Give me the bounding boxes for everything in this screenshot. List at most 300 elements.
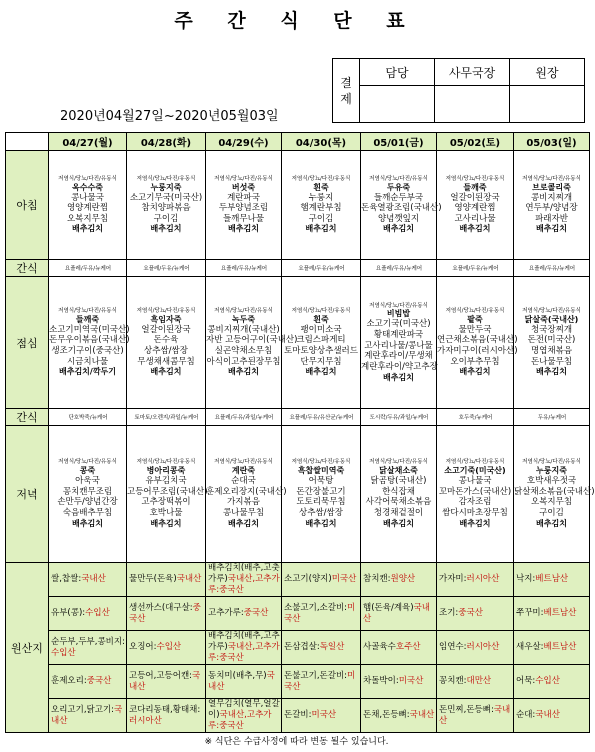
menu-item: 소고기무국(미국산) bbox=[129, 192, 203, 203]
menu-item: 감자조림 bbox=[458, 497, 492, 508]
origin-item: 열무김치(열무,얼갈이) bbox=[208, 699, 280, 721]
menu-item: 배추김치 bbox=[72, 224, 103, 234]
menu-item: 청경채겉절이 bbox=[373, 508, 424, 519]
footer-note: ※ 식단은 수급사정에 따라 변동 될수 있습니다. bbox=[204, 737, 389, 747]
menu-item: 고사리나물 bbox=[454, 213, 496, 224]
origin-cell bbox=[514, 563, 590, 597]
menu-cell bbox=[206, 426, 287, 563]
origin-item: 고추가루: bbox=[208, 608, 244, 619]
menu-item: 꽁치캔무조림 bbox=[62, 486, 113, 497]
menu-cell bbox=[361, 151, 442, 260]
menu-item: 배추김치 bbox=[383, 518, 414, 528]
origin-country: 미국산 bbox=[331, 574, 357, 585]
origin-cell bbox=[437, 597, 514, 631]
menu-item: 저염식/당뇨/다진/유동식 bbox=[522, 307, 581, 314]
menu-item: 연근채소볶음(국내산) bbox=[437, 335, 518, 346]
menu-item: 오이부추무침 bbox=[450, 356, 500, 367]
menu-item: 저염식/당뇨/다진/유동식 bbox=[136, 307, 196, 314]
menu-item: 배추김치 bbox=[383, 372, 414, 382]
menu-item: 연두부/양념장 bbox=[525, 203, 578, 214]
menu-item: 콩비지찌개 bbox=[530, 192, 573, 203]
origin-country: 베트남산 bbox=[535, 574, 569, 585]
menu-item: 영양계란찜 bbox=[454, 203, 496, 214]
menu-cell bbox=[361, 426, 437, 563]
menu-cell bbox=[282, 151, 361, 260]
origin-item: 돈채,돈등뼈: bbox=[363, 710, 410, 721]
origin-cell bbox=[437, 631, 514, 665]
origin-country: 중국산 bbox=[129, 602, 201, 624]
menu-item: 저염식/당뇨/다진/유동식 bbox=[369, 459, 428, 466]
corner-cell bbox=[6, 133, 49, 151]
origin-country: 미국산 bbox=[311, 710, 337, 721]
origin-country: 미국산 bbox=[284, 670, 356, 692]
origin-cell bbox=[282, 699, 361, 733]
menu-item: 오복지무침 bbox=[530, 497, 573, 508]
snack-cell: 요플레/두유/뉴케어 bbox=[127, 260, 206, 277]
menu-item: 누룽지죽 bbox=[150, 182, 182, 192]
origin-country: 국내산 bbox=[176, 574, 202, 585]
day-header: 05/02(토) bbox=[437, 133, 514, 151]
origin-country: 러시아산 bbox=[466, 574, 500, 585]
menu-item: 숙음배추무침 bbox=[62, 508, 113, 519]
menu-item: 흑임자죽 bbox=[150, 314, 182, 324]
menu-item: 훈제오리장지(국내산) bbox=[206, 486, 287, 497]
menu-item: 콩나물무침 bbox=[222, 508, 265, 519]
menu-item: 돈나물무침 bbox=[530, 356, 573, 367]
menu-item: 소고기국(미국산) bbox=[366, 319, 431, 330]
menu-item: 시금치나물 bbox=[66, 356, 109, 367]
menu-item: 저염식/당뇨/다진/유동식 bbox=[291, 175, 351, 182]
day-header: 04/28(화) bbox=[127, 133, 206, 151]
origin-cell bbox=[514, 597, 590, 631]
menu-item: 배추김치 bbox=[305, 367, 337, 377]
origin-item: 동치미(배추,무) bbox=[208, 670, 267, 681]
origin-country: 국내산 bbox=[535, 710, 560, 721]
origin-cell bbox=[282, 597, 361, 631]
menu-item: 호박새우젓국 bbox=[526, 476, 577, 487]
menu-item: 아식이고추된장무침 bbox=[206, 356, 281, 367]
menu-item: 버섯죽 bbox=[231, 182, 256, 192]
menu-item: 사각어묵채소볶음 bbox=[365, 497, 432, 508]
menu-item: 브로콜리죽 bbox=[532, 182, 571, 192]
origin-country: 미국산 bbox=[398, 676, 424, 687]
origin-item: 쌀,찹쌀: bbox=[51, 574, 82, 585]
menu-item: 닭곰탕(국내산) bbox=[370, 476, 427, 487]
menu-cell bbox=[514, 426, 595, 563]
menu-item: 무생채새콤무침 bbox=[137, 356, 195, 367]
menu-item: 들깨순두부국 bbox=[373, 192, 424, 203]
menu-item: 얼갈이된장국 bbox=[450, 192, 500, 203]
menu-cell bbox=[437, 426, 514, 563]
menu-item: 손만두/양념간장 bbox=[57, 497, 118, 508]
origin-cell bbox=[206, 631, 282, 665]
origin-item: 낙지: bbox=[516, 574, 536, 585]
origin-cell bbox=[282, 631, 361, 665]
menu-cell bbox=[282, 426, 361, 563]
origin-country: 국내산 bbox=[129, 670, 201, 692]
menu-item: 계란죽 bbox=[231, 466, 256, 476]
menu-item: 상추쌈/쌈장 bbox=[144, 345, 188, 356]
origin-country: 러시아산 bbox=[129, 715, 162, 726]
menu-item: 얼갈이된장국 bbox=[141, 324, 191, 335]
origin-cell bbox=[514, 631, 590, 665]
approval-table bbox=[332, 58, 585, 123]
menu-item: 저염식/당뇨/다진/유동식 bbox=[136, 459, 196, 466]
menu-item: 토마토양상추샐러드 bbox=[284, 345, 358, 356]
menu-item: 영양계란찜 bbox=[66, 203, 109, 214]
menu-item: 청국장찌개 bbox=[530, 324, 573, 335]
origin-cell bbox=[361, 597, 437, 631]
menu-item: 들깨죽 bbox=[463, 182, 487, 192]
menu-item: 돈육열광조림(국내산) bbox=[361, 203, 442, 214]
origin-country: 국내산,고추가루:중국산 bbox=[208, 642, 280, 664]
menu-item: 배추김치 bbox=[536, 224, 567, 234]
menu-item: 햄계란부침 bbox=[300, 203, 342, 214]
menu-item: 꼬마돈가스(국내산) bbox=[438, 486, 512, 497]
origin-country: 국내산 bbox=[81, 574, 106, 585]
origin-cell bbox=[206, 563, 282, 597]
origin-cell bbox=[361, 563, 437, 597]
origin-country: 국내산,고추가루:중국산 bbox=[208, 710, 272, 732]
menu-item: 두유죽 bbox=[386, 182, 411, 192]
snack-cell: 요플레/두유/뉴케어 bbox=[49, 260, 127, 277]
origin-cell bbox=[127, 631, 206, 665]
menu-cell bbox=[49, 277, 130, 409]
origin-item: 참치캔: bbox=[363, 574, 391, 585]
origin-item: 임연수: bbox=[439, 642, 467, 653]
origin-item: 오징어: bbox=[129, 642, 157, 653]
menu-cell bbox=[206, 277, 298, 409]
menu-cell bbox=[127, 426, 206, 563]
origin-item: 순두부,두부,콩비지: bbox=[51, 636, 125, 647]
origin-cell bbox=[514, 665, 590, 699]
menu-item: 어묵탕 bbox=[308, 476, 334, 487]
origin-country: 수입산 bbox=[535, 676, 560, 687]
menu-cell bbox=[361, 277, 437, 409]
origin-item: 햄(돈육/계육) bbox=[363, 602, 414, 613]
origin-cell bbox=[206, 699, 282, 733]
menu-cell bbox=[206, 151, 282, 260]
approval-sign-box bbox=[360, 86, 435, 123]
origin-cell bbox=[127, 563, 206, 597]
origin-cell bbox=[361, 631, 437, 665]
approval-header: 원장 bbox=[510, 59, 585, 86]
menu-item: 저염식/당뇨/다진/유동식 bbox=[522, 459, 581, 466]
menu-item: 쌈다시마초장무침 bbox=[442, 508, 508, 519]
origin-country: 독일산 bbox=[319, 642, 345, 653]
menu-item: 병아리콩죽 bbox=[146, 466, 186, 476]
menu-item: 누룽지죽 bbox=[536, 466, 567, 476]
menu-item: 두부양념조림 bbox=[218, 203, 269, 214]
menu-table bbox=[5, 132, 595, 733]
menu-item: 유부김치국 bbox=[145, 476, 187, 487]
origin-item: 조기: bbox=[439, 608, 459, 619]
snack-cell: 토마토/오렌지/과일/뉴케어 bbox=[127, 409, 206, 426]
menu-item: 돈수육 bbox=[153, 335, 179, 346]
day-header: 05/03(일) bbox=[514, 133, 590, 151]
menu-item: 가지볶음 bbox=[227, 497, 260, 508]
approval-label: 결 제 bbox=[333, 59, 360, 123]
origin-country: 중국산 bbox=[458, 608, 483, 619]
menu-item: 콩비지찌개(국내산) bbox=[207, 324, 280, 335]
origin-item: 코다리동태,황태채: bbox=[129, 704, 201, 715]
menu-item: 고사리나물/콩나물 bbox=[364, 340, 433, 351]
origin-item: 소고기(양지) bbox=[284, 574, 332, 585]
menu-item: 저염식/당뇨/다진/유동식 bbox=[291, 307, 351, 314]
menu-item: 저염식/당뇨/다진/유동식 bbox=[445, 175, 505, 182]
origin-item: 돈삼겹살: bbox=[284, 642, 320, 653]
origin-item: 물만두(돈육) bbox=[129, 574, 177, 585]
menu-item: 닭살채소죽 bbox=[379, 466, 418, 476]
approval-sign-box bbox=[510, 86, 585, 123]
menu-item: 배추김치 bbox=[150, 367, 182, 377]
origin-country: 수입산 bbox=[51, 647, 76, 658]
menu-cell bbox=[514, 151, 590, 260]
origin-cell bbox=[282, 665, 361, 699]
origin-item: 꽁치캔: bbox=[439, 676, 467, 687]
snack-cell: 단호박죽/뉴케어 bbox=[49, 409, 127, 426]
menu-item: 황태계란파국 bbox=[373, 330, 424, 340]
menu-item: 호박나물 bbox=[149, 508, 183, 519]
snack-cell: 요플레/두유/뉴케어 bbox=[514, 260, 590, 277]
origin-item: 쭈꾸미: bbox=[516, 608, 544, 619]
origin-item: 고등어,고등어캔: bbox=[129, 670, 193, 681]
menu-item: 녹두죽 bbox=[231, 314, 256, 324]
menu-cell bbox=[514, 277, 590, 409]
menu-item: 닭살채소볶음(국내산) bbox=[514, 486, 595, 497]
menu-item: 배추김치 bbox=[72, 518, 103, 528]
meal-label-snack: 간식 bbox=[6, 409, 49, 426]
menu-item: 소고기미역국(미국산) bbox=[49, 324, 130, 335]
menu-item: 오복지무침 bbox=[66, 213, 109, 224]
origin-cell bbox=[127, 597, 206, 631]
menu-item: 저염식/당뇨/다진/유동식 bbox=[58, 459, 117, 466]
origin-cell bbox=[206, 597, 282, 631]
origin-country: 미국산 bbox=[284, 602, 356, 624]
origin-cell bbox=[514, 699, 590, 733]
menu-item: 한식잡채 bbox=[382, 486, 415, 497]
origin-item: 차돌박이: bbox=[363, 676, 399, 687]
origin-country: 대만산 bbox=[466, 676, 492, 687]
origin-cell bbox=[437, 665, 514, 699]
menu-item: 배추김치 bbox=[459, 224, 491, 234]
menu-item: 계란파국 bbox=[227, 192, 260, 203]
menu-item: 배추김치 bbox=[536, 367, 567, 377]
menu-item: 팥죽 bbox=[467, 314, 483, 324]
snack-cell: 요플레/두유/뉴케어 bbox=[437, 260, 514, 277]
menu-item: 배추김치 bbox=[536, 518, 567, 528]
origin-country: 국내산,고추가루:중국산 bbox=[208, 574, 280, 596]
approval-header: 사무국장 bbox=[435, 59, 510, 86]
menu-item: 저염식/당뇨/다진/유동식 bbox=[58, 307, 117, 314]
origin-cell bbox=[437, 563, 514, 597]
menu-item: 저염식/당뇨/다진/유동식 bbox=[369, 302, 428, 309]
origin-item: 훈제오리: bbox=[51, 676, 87, 687]
origin-item: 배추김치(배추,고춧가루) bbox=[208, 563, 280, 585]
origin-country: 수입산 bbox=[85, 608, 110, 619]
menu-item: 콩죽 bbox=[79, 466, 96, 476]
origin-cell bbox=[49, 699, 127, 733]
snack-cell: 요플레/두유/유산균/뉴케어 bbox=[282, 409, 361, 426]
origin-item: 돈갈비: bbox=[284, 710, 312, 721]
origin-item: 배추김치(배추,고추가루) bbox=[208, 631, 280, 653]
menu-item: 콩나물국 bbox=[71, 192, 104, 203]
origin-cell bbox=[49, 563, 127, 597]
menu-item: 배추김치 bbox=[383, 224, 414, 234]
menu-item: 생조기구이(중국산) bbox=[51, 345, 124, 356]
origin-cell bbox=[49, 631, 127, 665]
origin-country: 원양산 bbox=[390, 574, 416, 585]
origin-item: 오리고기,닭고기: bbox=[51, 704, 115, 715]
snack-cell: 요플레/두유/뉴케어 bbox=[206, 260, 282, 277]
menu-item: 계란후라이/무생채 bbox=[364, 351, 433, 362]
menu-item: 흰죽 bbox=[313, 182, 329, 192]
snack-cell: 요플레/두유/뉴케어 bbox=[282, 260, 361, 277]
origin-cell bbox=[49, 665, 127, 699]
origin-item: 사골육수 bbox=[363, 642, 396, 653]
origin-country: 호주산 bbox=[395, 642, 421, 653]
origin-country: 국내산 bbox=[439, 704, 511, 726]
origin-item: 유부(콩): bbox=[51, 608, 86, 619]
menu-item: 저염식/당뇨/다진/유동식 bbox=[214, 307, 273, 314]
menu-item: 명엽채볶음 bbox=[530, 345, 573, 356]
menu-item: 배추김치 bbox=[305, 224, 337, 234]
snack-cell: 요플레/두유/뉴케어 bbox=[361, 260, 437, 277]
origin-country: 국내산 bbox=[51, 704, 123, 726]
menu-item: 소고기죽(미국산) bbox=[444, 466, 506, 476]
menu-item: 들깨죽 bbox=[75, 314, 100, 324]
menu-cell bbox=[127, 151, 206, 260]
origin-country: 국내산 bbox=[363, 602, 430, 624]
menu-item: 순대국 bbox=[231, 476, 256, 487]
menu-item: 저염식/당뇨/다진/유동식 bbox=[445, 459, 505, 466]
menu-item: 돈무우이볶음(국내산) bbox=[49, 335, 130, 346]
meal-label-origin: 원산지 bbox=[6, 563, 49, 733]
snack-cell: 도시락/두유/과일/뉴케어 bbox=[361, 409, 437, 426]
day-header: 04/30(목) bbox=[282, 133, 361, 151]
menu-item: 크림스파게티 bbox=[296, 335, 346, 346]
meal-label-lunch: 점심 bbox=[6, 277, 49, 409]
period-label: 2020년04월27일~2020년05월03일 bbox=[60, 109, 279, 124]
menu-item: 흑찹쌀미역죽 bbox=[297, 466, 345, 476]
menu-item: 돈전(미국산) bbox=[527, 335, 576, 346]
origin-item: 소불고기,소갈비: bbox=[284, 602, 348, 613]
menu-item: 배추김치 bbox=[228, 518, 259, 528]
menu-item: 고등어무조림(국내산) bbox=[127, 486, 208, 497]
menu-item: 누룽지 bbox=[308, 192, 334, 203]
origin-item: 순대: bbox=[516, 710, 536, 721]
origin-item: 돈민찌,돈등뼈: bbox=[439, 704, 494, 715]
day-header: 05/01(금) bbox=[361, 133, 437, 151]
menu-item: 저염식/당뇨/다진/유동식 bbox=[136, 175, 196, 182]
origin-item: 생선까스(대구살: bbox=[129, 602, 193, 613]
menu-item: 흰죽 bbox=[313, 314, 329, 324]
page-title: 주 간 식 단 표 bbox=[174, 10, 419, 32]
origin-cell bbox=[361, 699, 437, 733]
menu-item: 옥수수죽 bbox=[72, 182, 103, 192]
menu-item: 배추김치 bbox=[459, 518, 491, 528]
menu-item: 단무지무침 bbox=[300, 356, 342, 367]
origin-item: 가자미: bbox=[439, 574, 467, 585]
origin-country: 수입산 bbox=[156, 642, 182, 653]
origin-item: 돈불고기,돈갈비: bbox=[284, 670, 348, 681]
origin-cell bbox=[127, 665, 206, 699]
origin-country: 베트남산 bbox=[543, 642, 577, 653]
menu-item: 들깨무나물 bbox=[222, 213, 265, 224]
menu-item: 배추김치 bbox=[228, 367, 259, 377]
menu-item: 배추김치 bbox=[150, 518, 182, 528]
meal-label-snack: 간식 bbox=[6, 260, 49, 277]
menu-item: 가자미구이(러시아산) bbox=[437, 345, 518, 356]
origin-cell bbox=[361, 665, 437, 699]
menu-item: 닭살죽(국내산) bbox=[524, 314, 579, 324]
origin-country: 국내산 bbox=[409, 710, 435, 721]
menu-item: 비빔밥 bbox=[386, 309, 411, 319]
menu-cell bbox=[437, 277, 518, 409]
menu-item: 구이김 bbox=[308, 213, 334, 224]
snack-cell: 호두죽/뉴케어 bbox=[437, 409, 514, 426]
menu-item: 돈간장불고기 bbox=[296, 486, 346, 497]
menu-item: 배추김치 bbox=[305, 518, 337, 528]
menu-item: 저염식/당뇨/다진/유동식 bbox=[214, 175, 273, 182]
origin-item: 어묵: bbox=[516, 676, 536, 687]
menu-item: 참치양파볶음 bbox=[141, 203, 191, 214]
menu-item: 물만두국 bbox=[458, 324, 492, 335]
menu-cell bbox=[437, 151, 514, 260]
origin-country: 국내산 bbox=[208, 670, 275, 692]
snack-cell: 두유/뉴케어 bbox=[514, 409, 590, 426]
menu-item: 저염식/당뇨/다진/유동식 bbox=[58, 175, 117, 182]
origin-item: 새우살: bbox=[516, 642, 544, 653]
origin-cell bbox=[437, 699, 514, 733]
origin-country: 중국산 bbox=[86, 676, 112, 687]
menu-item: 파래자반 bbox=[535, 213, 568, 224]
menu-item: 도토리묵무침 bbox=[296, 497, 346, 508]
menu-item: 고추장떡볶이 bbox=[141, 497, 191, 508]
menu-item: 구이김 bbox=[153, 213, 179, 224]
menu-cell bbox=[127, 277, 206, 409]
origin-cell bbox=[49, 597, 127, 631]
menu-cell bbox=[49, 151, 127, 260]
menu-item: 저염식/당뇨/다진/유동식 bbox=[522, 175, 581, 182]
menu-item: 구이김 bbox=[539, 508, 564, 519]
menu-item: 저염식/당뇨/다진/유동식 bbox=[369, 175, 428, 182]
day-header: 04/27(월) bbox=[49, 133, 127, 151]
day-header: 04/29(수) bbox=[206, 133, 282, 151]
origin-country: 러시아산 bbox=[466, 642, 500, 653]
menu-item: 콩나물국 bbox=[458, 476, 492, 487]
origin-cell bbox=[206, 665, 282, 699]
meal-label-breakfast: 아침 bbox=[6, 151, 49, 260]
snack-cell: 요플레/두유/과일/뉴케어 bbox=[206, 409, 282, 426]
menu-item: 양념깻잎지 bbox=[377, 213, 420, 224]
menu-item: 배추김치 bbox=[150, 224, 182, 234]
menu-item: 저염식/당뇨/다진/유동식 bbox=[291, 459, 351, 466]
menu-item: 저염식/당뇨/다진/유동식 bbox=[445, 307, 505, 314]
approval-sign-box bbox=[435, 86, 510, 123]
menu-item: 배추김치/깍두기 bbox=[58, 367, 117, 377]
menu-item: 저염식/당뇨/다진/유동식 bbox=[214, 459, 273, 466]
meal-label-dinner: 저녁 bbox=[6, 426, 49, 563]
origin-country: 베트남산 bbox=[543, 608, 577, 619]
menu-item: 자반 고등어구이(국내산) bbox=[206, 335, 298, 346]
approval-header: 담당 bbox=[360, 59, 435, 86]
origin-cell bbox=[282, 563, 361, 597]
menu-item: 상추쌈/쌈장 bbox=[299, 508, 343, 519]
menu-item: 실곤약채소무침 bbox=[214, 345, 273, 356]
origin-cell bbox=[127, 699, 206, 733]
menu-item: 배추김치 bbox=[228, 224, 259, 234]
